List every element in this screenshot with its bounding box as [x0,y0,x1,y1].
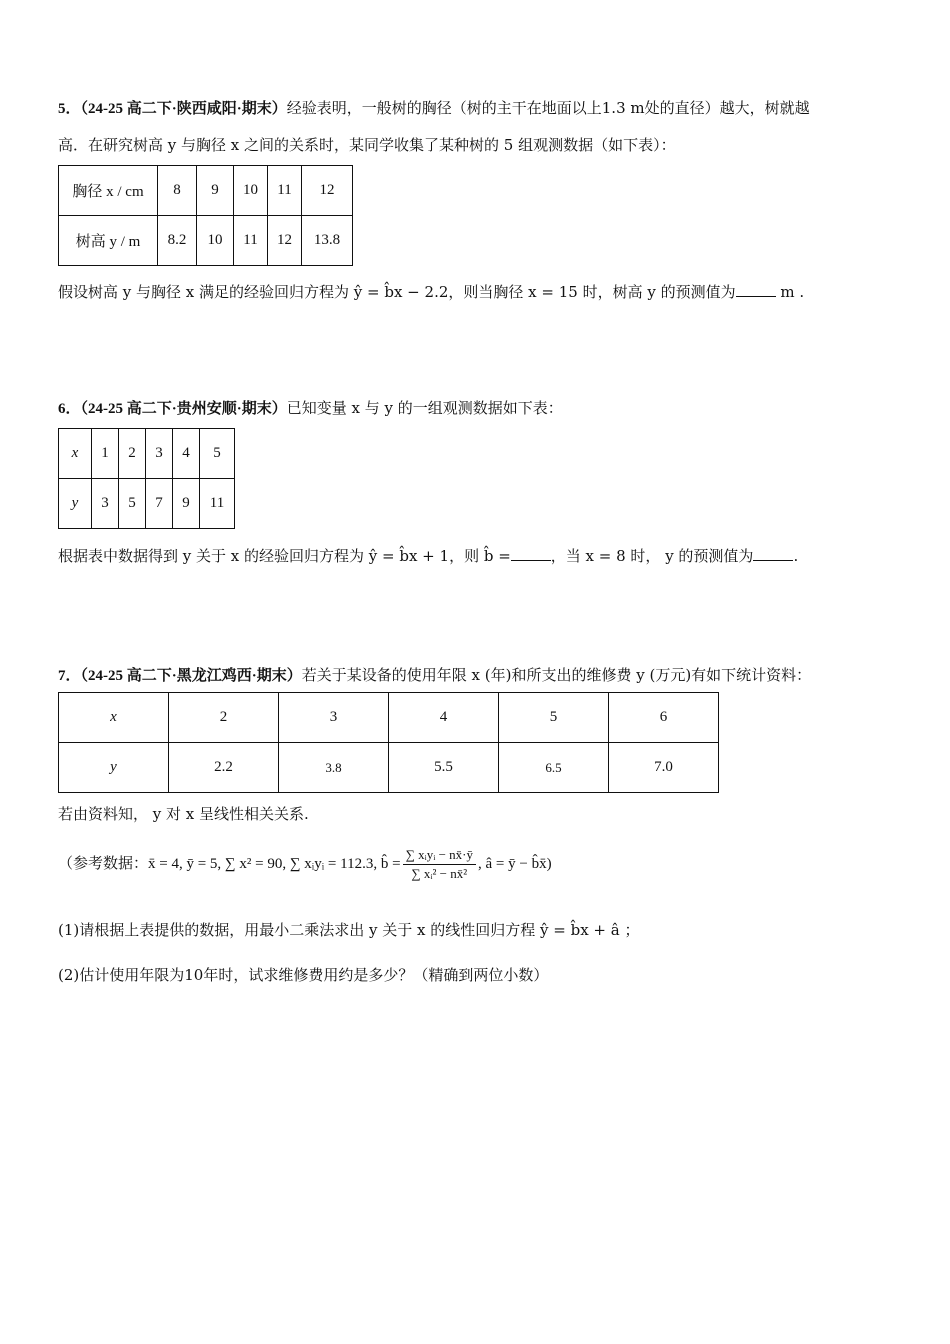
table-cell: 6.5 [499,743,609,793]
table-cell: 2 [169,693,279,743]
table-cell: 6 [609,693,719,743]
q7-line2: 若由资料知， y 对 x 呈线性相关关系. [58,805,309,823]
table-cell: 3 [279,693,389,743]
q7-ref-tail: , â = ȳ − b̂x̄) [478,856,552,872]
table-cell: 10 [197,216,234,266]
table-cell: 4 [173,429,200,479]
q7-table-header-x: x [59,693,169,743]
table-cell: 11 [234,216,268,266]
q5-line2: 高．在研究树高 y 与胸径 x 之间的关系时，某同学收集了某种树的 5 组观测数据（如下表）： [58,136,676,154]
q7-line1 [58,664,811,687]
q7-part2: (2)估计使用年限为10年时，试求维修费用约是多少？（精确到两位小数） [58,966,549,984]
table-cell: 7.0 [609,743,719,793]
q6-question-end: . [793,547,799,565]
answer-blank[interactable] [753,544,793,561]
q5-line3 [58,280,804,303]
q6-table [58,428,235,529]
q6-question-text-2: ，当 x = 8 时， y 的预测值为 [550,547,754,565]
table-cell: 13.8 [302,216,353,266]
table-cell: 8 [158,166,197,216]
table-cell: 5 [499,693,609,743]
table-cell: 5 [119,479,146,529]
q7-intro-text: 若关于某设备的使用年限 x (年)和所支出的维修费 y (万元)有如下统计资料： [301,666,812,684]
table-cell: 2 [119,429,146,479]
table-cell: 1 [92,429,119,479]
table-cell: 4 [389,693,499,743]
q7-ref-values: x̄ = 4, ȳ = 5, ∑ x² = 90, ∑ xᵢyᵢ = 112.3, b̂ = [148,856,401,872]
table-cell: 3 [92,479,119,529]
table-cell: 2.2 [169,743,279,793]
q6-question-text: 根据表中数据得到 y 关于 x 的经验回归方程为 ŷ = b̂x + 1，则 b̂ = [58,547,511,565]
q7-ref-numerator: ∑ xᵢyᵢ − nx̄·ȳ [403,846,476,865]
table-cell: 12 [302,166,353,216]
answer-blank[interactable] [736,280,776,297]
table-cell: 8.2 [158,216,197,266]
q7-ref-prefix: （参考数据： [58,854,149,872]
answer-blank[interactable] [511,544,551,561]
q7-reference-data [58,843,552,884]
q6-table-header-y: y [59,479,92,529]
q7-label: 7．（24-25 高二下·黑龙江鸡西·期末） [58,668,302,684]
table-cell: 9 [173,479,200,529]
q5-label: 5．（24-25 高二下·陕西咸阳·期末） [58,101,287,117]
q6-table-header-x: x [59,429,92,479]
table-cell: 3 [146,429,173,479]
q6-label: 6．（24-25 高二下·贵州安顺·期末） [58,401,287,417]
table-cell: 11 [268,166,302,216]
q7-part1: (1)请根据上表提供的数据，用最小二乘法求出 y 关于 x 的线性回归方程 ŷ = b̂x + â ； [58,921,640,939]
q6-line2 [58,544,798,567]
q7-ref-denominator: ∑ xᵢ² − nx̄² [411,865,468,881]
q5-table [58,165,353,266]
table-cell: 9 [197,166,234,216]
q7-table [58,692,719,793]
q5-question-text: 假设树高 y 与胸径 x 满足的经验回归方程为 ŷ = b̂x − 2.2，则当胸径 x = 15 时，树高 y 的预测值为 [58,283,736,301]
table-cell: 11 [200,479,235,529]
q7-ref-fraction [403,846,476,883]
table-cell: 3.8 [279,743,389,793]
table-cell: 5 [200,429,235,479]
q7-table-header-y: y [59,743,169,793]
table-cell: 7 [146,479,173,529]
q5-line1 [58,97,810,120]
q5-intro-text: 经验表明，一般树的胸径（树的主干在地面以上1.3 m处的直径）越大，树就越 [286,99,810,117]
q5-table-header-x: 胸径 x / cm [59,166,158,216]
table-cell: 10 [234,166,268,216]
table-cell: 5.5 [389,743,499,793]
q6-intro-text: 已知变量 x 与 y 的一组观测数据如下表： [286,399,563,417]
q5-unit: m . [780,283,805,301]
q6-line1 [58,397,563,420]
table-cell: 12 [268,216,302,266]
q5-table-header-y: 树高 y / m [59,216,158,266]
